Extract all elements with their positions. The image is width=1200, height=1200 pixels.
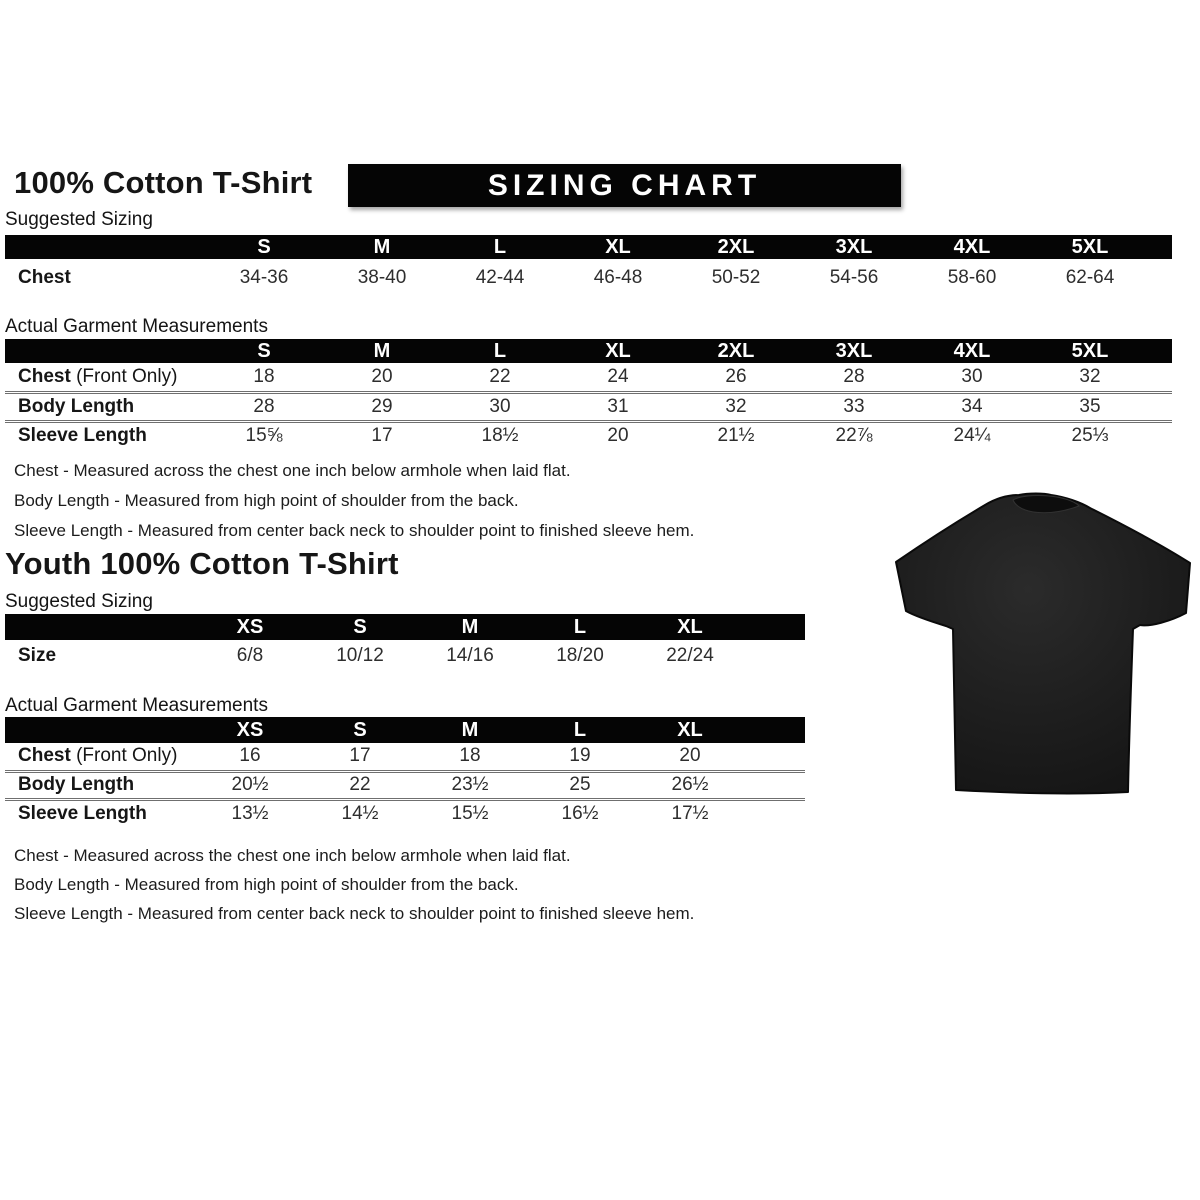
size-col-header: S xyxy=(205,339,323,363)
youth-suggested-table xyxy=(5,614,805,672)
size-col-header: S xyxy=(305,614,415,640)
size-col-header: 4XL xyxy=(913,235,1031,259)
table-row-size xyxy=(5,640,805,672)
spacer-cell xyxy=(1149,392,1172,421)
cell: 18½ xyxy=(481,425,519,447)
size-col-header: XL xyxy=(635,717,745,743)
row-label: Body Length xyxy=(18,774,135,795)
table-row-chest xyxy=(5,363,1172,392)
adult-suggested-label: Suggested Sizing xyxy=(5,209,153,230)
cell: 29 xyxy=(371,395,393,417)
empty-header-cell xyxy=(5,614,195,640)
cell: 38-40 xyxy=(357,266,407,288)
size-header-row xyxy=(5,614,805,640)
size-col-header: 5XL xyxy=(1031,339,1149,363)
size-col-header: M xyxy=(323,235,441,259)
cell: 25 xyxy=(569,774,591,795)
spacer-cell xyxy=(1149,363,1172,392)
size-header-row xyxy=(5,717,805,743)
row-label: Sleeve Length xyxy=(18,802,147,824)
cell: 20 xyxy=(607,425,629,447)
size-col-header: S xyxy=(305,717,415,743)
cell: 17½ xyxy=(671,802,709,824)
cell: 26½ xyxy=(671,774,709,795)
youth-actual-table xyxy=(5,717,805,827)
cell: 20 xyxy=(679,745,701,767)
table-row-sleeve-length xyxy=(5,799,805,827)
cell: 17 xyxy=(349,745,371,767)
size-col-header: 5XL xyxy=(1031,235,1149,259)
size-col-header: 2XL xyxy=(677,235,795,259)
note-line: Body Length - Measured from high point of shoulder from the back. xyxy=(14,875,519,894)
cell: 18 xyxy=(253,365,275,387)
size-col-header: M xyxy=(323,339,441,363)
cell: 35 xyxy=(1079,395,1101,417)
cell: 13½ xyxy=(231,802,269,824)
cell: 31 xyxy=(607,395,629,417)
cell: 18/20 xyxy=(556,645,604,666)
cell: 24 xyxy=(607,365,629,387)
size-col-header: XL xyxy=(559,339,677,363)
cell: 6/8 xyxy=(236,645,264,666)
note-line: Sleeve Length - Measured from center back neck to shoulder point to finished sleeve hem. xyxy=(14,904,695,923)
cell: 22 xyxy=(489,365,511,387)
cell: 15½ xyxy=(451,802,489,824)
spacer-header-cell xyxy=(1149,235,1172,259)
table-row-body-length xyxy=(5,392,1172,421)
note-line: Chest - Measured across the chest one inch below armhole when laid flat. xyxy=(14,846,571,865)
cell: 14/16 xyxy=(446,645,494,666)
cell: 42-44 xyxy=(475,266,525,288)
size-col-header: 3XL xyxy=(795,339,913,363)
cell: 54-56 xyxy=(829,266,879,288)
spacer-header-cell xyxy=(745,717,805,743)
size-col-header: M xyxy=(415,614,525,640)
cell: 21½ xyxy=(717,425,755,447)
size-header-row xyxy=(5,235,1172,259)
size-col-header: L xyxy=(525,717,635,743)
cell: 10/12 xyxy=(336,645,384,666)
row-label: Size xyxy=(18,645,57,666)
size-col-header: XS xyxy=(195,614,305,640)
cell: 16½ xyxy=(561,802,599,824)
note-line: Body Length - Measured from high point of shoulder from the back. xyxy=(14,491,519,510)
size-col-header: XL xyxy=(635,614,745,640)
adult-title: 100% Cotton T-Shirt xyxy=(14,165,313,200)
cell: 30 xyxy=(961,365,983,387)
table-row xyxy=(5,259,1172,296)
note-line: Chest - Measured across the chest one inch below armhole when laid flat. xyxy=(14,461,571,480)
note-line: Sleeve Length - Measured from center back neck to shoulder point to finished sleeve hem. xyxy=(14,521,695,540)
size-col-header: M xyxy=(415,717,525,743)
row-label: Body Length xyxy=(18,395,135,417)
cell: 58-60 xyxy=(947,266,997,288)
spacer-header-cell xyxy=(745,614,805,640)
sizing-chart-banner: SIZING CHART xyxy=(348,164,901,207)
size-col-header: XS xyxy=(195,717,305,743)
spacer-cell xyxy=(745,771,805,799)
row-label: Sleeve Length xyxy=(18,425,147,447)
tshirt-silhouette xyxy=(896,494,1190,794)
cell: 14½ xyxy=(341,802,379,824)
cell: 30 xyxy=(489,395,511,417)
empty-header-cell xyxy=(5,717,195,743)
spacer-cell xyxy=(1149,421,1172,450)
size-col-header: XL xyxy=(559,235,677,259)
empty-header-cell xyxy=(5,339,205,363)
cell: 22/24 xyxy=(666,645,714,666)
spacer-header-cell xyxy=(1149,339,1172,363)
cell: 50-52 xyxy=(711,266,761,288)
youth-suggested-label: Suggested Sizing xyxy=(5,591,153,612)
cell: 34-36 xyxy=(239,266,289,288)
cell: 19 xyxy=(569,745,591,767)
size-col-header: L xyxy=(525,614,635,640)
cell: 20½ xyxy=(231,774,269,795)
row-label: Chest xyxy=(18,266,71,288)
size-col-header: 4XL xyxy=(913,339,1031,363)
cell: 46-48 xyxy=(593,266,643,288)
cell: 28 xyxy=(843,365,865,387)
size-col-header: S xyxy=(205,235,323,259)
spacer-cell xyxy=(745,799,805,827)
cell: 18 xyxy=(459,745,481,767)
cell: 28 xyxy=(253,395,275,417)
spacer-cell xyxy=(745,640,805,672)
cell: 22 xyxy=(349,774,371,795)
row-label: Chest (Front Only) xyxy=(18,365,178,387)
youth-title: Youth 100% Cotton T-Shirt xyxy=(5,546,399,581)
adult-suggested-table xyxy=(5,235,1172,296)
cell: 20 xyxy=(371,365,393,387)
size-col-header: 3XL xyxy=(795,235,913,259)
table-row-sleeve-length xyxy=(5,421,1172,450)
adult-actual-table xyxy=(5,339,1172,450)
table-row-chest xyxy=(5,743,805,771)
table-row-body-length xyxy=(5,771,805,799)
cell: 62-64 xyxy=(1065,266,1115,288)
cell: 32 xyxy=(1079,365,1101,387)
cell: 16 xyxy=(239,745,261,767)
size-header-row xyxy=(5,339,1172,363)
adult-measurement-notes xyxy=(14,456,694,546)
empty-header-cell xyxy=(5,235,205,259)
black-tshirt-image xyxy=(893,492,1193,802)
cell: 26 xyxy=(725,365,747,387)
cell: 23½ xyxy=(451,774,489,795)
cell: 17 xyxy=(371,425,393,447)
cell: 32 xyxy=(725,395,747,417)
size-col-header: 2XL xyxy=(677,339,795,363)
cell: 25⅓ xyxy=(1071,425,1109,447)
size-col-header: L xyxy=(441,235,559,259)
size-col-header: L xyxy=(441,339,559,363)
spacer-cell xyxy=(745,743,805,771)
cell: 34 xyxy=(961,395,983,417)
youth-actual-label: Actual Garment Measurements xyxy=(5,695,268,716)
cell: 22⅞ xyxy=(835,425,873,447)
row-label: Chest (Front Only) xyxy=(18,745,178,767)
adult-actual-label: Actual Garment Measurements xyxy=(5,316,268,337)
cell: 24¼ xyxy=(953,425,991,447)
spacer-cell xyxy=(1149,259,1172,296)
cell: 15⅝ xyxy=(245,425,283,447)
cell: 33 xyxy=(843,395,865,417)
youth-measurement-notes xyxy=(14,841,694,928)
